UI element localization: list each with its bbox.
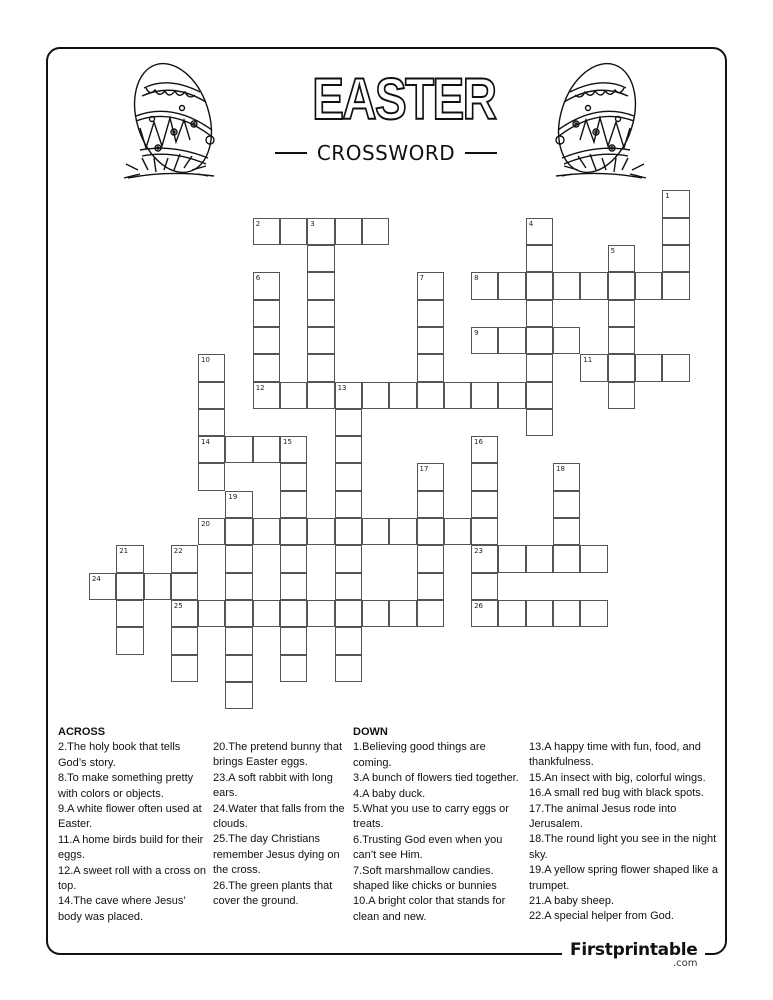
grid-cell[interactable] bbox=[280, 545, 307, 572]
grid-cell[interactable] bbox=[171, 655, 198, 682]
grid-cell[interactable] bbox=[253, 327, 280, 354]
grid-cell[interactable] bbox=[335, 545, 362, 572]
grid-cell[interactable] bbox=[280, 382, 307, 409]
clue-number: 14 bbox=[201, 438, 211, 447]
clue-number: 8 bbox=[474, 274, 479, 283]
grid-cell[interactable] bbox=[171, 573, 198, 600]
grid-cell[interactable] bbox=[307, 218, 334, 245]
clue-item: 6.Trusting God even when you can’t see Him. bbox=[353, 833, 503, 862]
clue-number: 26 bbox=[474, 601, 484, 610]
clue-number: 4 bbox=[528, 219, 534, 228]
easter-egg-icon bbox=[118, 58, 230, 190]
grid-cell[interactable] bbox=[471, 327, 498, 354]
grid-cell[interactable] bbox=[116, 627, 143, 654]
clue-item: 11.A home birds build for their eggs. bbox=[58, 833, 204, 862]
clue-item: 22.A special helper from God. bbox=[529, 910, 674, 923]
grid-cell[interactable] bbox=[389, 382, 416, 409]
divider-right bbox=[465, 152, 497, 154]
grid-cell[interactable] bbox=[280, 600, 307, 627]
grid-cell[interactable] bbox=[608, 382, 635, 409]
grid-cell[interactable] bbox=[471, 573, 498, 600]
clue-number: 10 bbox=[201, 356, 211, 365]
clue-number: 3 bbox=[310, 219, 315, 228]
grid-cell[interactable] bbox=[198, 600, 225, 627]
grid-cell[interactable] bbox=[553, 518, 580, 545]
grid-cell[interactable] bbox=[417, 545, 444, 572]
grid-cell[interactable] bbox=[608, 354, 635, 381]
grid-cell[interactable] bbox=[307, 272, 334, 299]
grid-cell[interactable] bbox=[417, 327, 444, 354]
grid-cell[interactable] bbox=[417, 491, 444, 518]
grid-cell[interactable] bbox=[608, 272, 635, 299]
grid-cell[interactable] bbox=[171, 545, 198, 572]
clue-item: 8.To make something pretty with colors or objects. bbox=[58, 772, 194, 800]
grid-cell[interactable] bbox=[553, 463, 580, 490]
clue-number: 21 bbox=[119, 547, 129, 556]
grid-cell[interactable] bbox=[526, 600, 553, 627]
grid-cell[interactable] bbox=[444, 382, 471, 409]
grid-cell[interactable] bbox=[198, 382, 225, 409]
grid-cell[interactable] bbox=[280, 627, 307, 654]
across-clues-column-1 bbox=[58, 725, 210, 925]
grid-cell[interactable] bbox=[253, 300, 280, 327]
grid-cell[interactable] bbox=[253, 382, 280, 409]
down-clues-column-1 bbox=[353, 725, 523, 925]
clue-number: 23 bbox=[474, 547, 484, 556]
grid-cell[interactable] bbox=[225, 600, 252, 627]
clue-item: 5.What you use to carry eggs or treats. bbox=[353, 803, 509, 831]
grid-cell[interactable] bbox=[417, 272, 444, 299]
clue-item: 1.Believing good things are coming. bbox=[353, 741, 486, 769]
clue-number: 6 bbox=[255, 274, 261, 283]
grid-cell[interactable] bbox=[335, 573, 362, 600]
grid-cell[interactable] bbox=[471, 545, 498, 572]
subtitle-text: CROSSWORD bbox=[316, 141, 456, 165]
grid-cell[interactable] bbox=[253, 436, 280, 463]
grid-cell[interactable] bbox=[307, 382, 334, 409]
grid-cell[interactable] bbox=[362, 218, 389, 245]
clue-item: 19.A yellow spring flower shaped like a trumpet. bbox=[529, 864, 718, 892]
brand-name: Firstprintable bbox=[570, 940, 698, 960]
grid-cell[interactable] bbox=[116, 545, 143, 572]
clue-item: 3.A bunch of flowers tied together. bbox=[353, 772, 519, 785]
grid-cell[interactable] bbox=[608, 300, 635, 327]
grid-cell[interactable] bbox=[498, 545, 525, 572]
grid-cell[interactable] bbox=[362, 382, 389, 409]
grid-cell[interactable] bbox=[307, 600, 334, 627]
grid-cell[interactable] bbox=[553, 545, 580, 572]
grid-cell[interactable] bbox=[553, 491, 580, 518]
grid-cell[interactable] bbox=[662, 245, 689, 272]
grid-cell[interactable] bbox=[526, 382, 553, 409]
grid-cell[interactable] bbox=[553, 600, 580, 627]
grid-cell[interactable] bbox=[580, 600, 607, 627]
grid-cell[interactable] bbox=[116, 600, 143, 627]
clue-number: 2 bbox=[255, 219, 261, 228]
grid-cell[interactable] bbox=[253, 272, 280, 299]
grid-cell[interactable] bbox=[307, 518, 334, 545]
grid-cell[interactable] bbox=[307, 245, 334, 272]
across-clues-column-2 bbox=[213, 740, 353, 909]
grid-cell[interactable] bbox=[526, 327, 553, 354]
clue-item: 4.A baby duck. bbox=[353, 787, 426, 800]
grid-cell[interactable] bbox=[89, 573, 116, 600]
grid-cell[interactable] bbox=[335, 518, 362, 545]
grid-cell[interactable] bbox=[198, 436, 225, 463]
clue-number: 24 bbox=[91, 574, 101, 583]
grid-cell[interactable] bbox=[225, 655, 252, 682]
grid-cell[interactable] bbox=[335, 463, 362, 490]
grid-cell[interactable] bbox=[608, 327, 635, 354]
grid-cell[interactable] bbox=[526, 545, 553, 572]
grid-cell[interactable] bbox=[225, 627, 252, 654]
grid-cell[interactable] bbox=[553, 327, 580, 354]
grid-cell[interactable] bbox=[225, 491, 252, 518]
across-heading: ACROSS bbox=[58, 726, 106, 738]
clue-item: 26.The green plants that cover the ground. bbox=[213, 879, 333, 908]
clue-number: 25 bbox=[173, 601, 183, 610]
grid-cell[interactable] bbox=[498, 272, 525, 299]
grid-cell[interactable] bbox=[198, 463, 225, 490]
grid-cell[interactable] bbox=[662, 272, 689, 299]
grid-cell[interactable] bbox=[498, 600, 525, 627]
clue-number: 15 bbox=[283, 438, 292, 447]
grid-cell[interactable] bbox=[171, 600, 198, 627]
grid-cell[interactable] bbox=[498, 382, 525, 409]
grid-cell[interactable] bbox=[662, 354, 689, 381]
grid-cell[interactable] bbox=[280, 518, 307, 545]
grid-cell[interactable] bbox=[225, 545, 252, 572]
clue-item: 9.A white flower often used at Easter. bbox=[58, 803, 202, 831]
grid-cell[interactable] bbox=[335, 491, 362, 518]
grid-cell[interactable] bbox=[280, 655, 307, 682]
clue-number: 11 bbox=[583, 356, 593, 365]
clue-item: 25.The day Christians remember Jesus dying on the cross. bbox=[213, 833, 340, 877]
down-clues-column-2 bbox=[529, 740, 724, 925]
grid-cell[interactable] bbox=[253, 354, 280, 381]
clue-item: 20.The pretend bunny that brings Easter eggs. bbox=[213, 741, 343, 769]
grid-cell[interactable] bbox=[307, 327, 334, 354]
clue-number: 5 bbox=[610, 247, 616, 255]
grid-cell[interactable] bbox=[417, 518, 444, 545]
grid-cell[interactable] bbox=[116, 573, 143, 600]
grid-cell[interactable] bbox=[417, 600, 444, 627]
grid-cell[interactable] bbox=[417, 382, 444, 409]
grid-cell[interactable] bbox=[444, 518, 471, 545]
grid-cell[interactable] bbox=[389, 518, 416, 545]
grid-cell[interactable] bbox=[526, 218, 553, 245]
grid-cell[interactable] bbox=[307, 354, 334, 381]
clue-item: 21.A baby sheep. bbox=[529, 895, 615, 908]
grid-cell[interactable] bbox=[662, 190, 689, 217]
clue-item: 18.The round light you see in the night sky. bbox=[529, 833, 717, 861]
clue-item: 13.A happy time with fun, food, and thankfulness. bbox=[529, 741, 701, 769]
grid-cell[interactable] bbox=[335, 436, 362, 463]
grid-cell[interactable] bbox=[471, 600, 498, 627]
grid-cell[interactable] bbox=[307, 300, 334, 327]
grid-cell[interactable] bbox=[280, 436, 307, 463]
grid-cell[interactable] bbox=[608, 245, 635, 272]
grid-cell[interactable] bbox=[635, 354, 662, 381]
grid-cell[interactable] bbox=[526, 300, 553, 327]
grid-cell[interactable] bbox=[225, 518, 252, 545]
clue-item: 17.The animal Jesus rode into Jerusalem. bbox=[529, 802, 677, 831]
grid-cell[interactable] bbox=[335, 382, 362, 409]
grid-cell[interactable] bbox=[198, 518, 225, 545]
grid-cell[interactable] bbox=[471, 518, 498, 545]
grid-cell[interactable] bbox=[335, 409, 362, 436]
grid-cell[interactable] bbox=[526, 272, 553, 299]
grid-cell[interactable] bbox=[471, 436, 498, 463]
clue-item: 7.Soft marshmallow candies. shaped like chicks or bunnies bbox=[353, 864, 497, 893]
grid-cell[interactable] bbox=[198, 409, 225, 436]
clue-number: 12 bbox=[255, 383, 265, 392]
grid-cell[interactable] bbox=[526, 245, 553, 272]
clue-number: 16 bbox=[474, 438, 484, 447]
brand-domain: .com bbox=[672, 958, 698, 969]
grid-cell[interactable] bbox=[225, 573, 252, 600]
clue-item: 24.Water that falls from the clouds. bbox=[213, 802, 345, 831]
clue-number: 7 bbox=[419, 274, 424, 283]
grid-cell[interactable] bbox=[580, 272, 607, 299]
grid-cell[interactable] bbox=[253, 518, 280, 545]
grid-cell[interactable] bbox=[362, 518, 389, 545]
clue-number: 13 bbox=[337, 383, 347, 392]
grid-cell[interactable] bbox=[526, 409, 553, 436]
grid-cell[interactable] bbox=[171, 627, 198, 654]
grid-cell[interactable] bbox=[471, 272, 498, 299]
grid-cell[interactable] bbox=[253, 218, 280, 245]
grid-cell[interactable] bbox=[471, 382, 498, 409]
divider-left bbox=[275, 152, 307, 154]
grid-cell[interactable] bbox=[662, 218, 689, 245]
clue-item: 23.A soft rabbit with long ears. bbox=[213, 771, 333, 800]
clue-item: 2.The holy book that tells God’s story. bbox=[58, 741, 181, 769]
grid-cell[interactable] bbox=[580, 354, 607, 381]
grid-cell[interactable] bbox=[362, 600, 389, 627]
grid-cell[interactable] bbox=[144, 573, 171, 600]
grid-cell[interactable] bbox=[498, 327, 525, 354]
grid-cell[interactable] bbox=[471, 491, 498, 518]
grid-cell[interactable] bbox=[225, 436, 252, 463]
grid-cell[interactable] bbox=[198, 354, 225, 381]
clue-number: 22 bbox=[173, 547, 183, 556]
grid-cell[interactable] bbox=[417, 354, 444, 381]
grid-cell[interactable] bbox=[580, 545, 607, 572]
clue-number: 19 bbox=[228, 492, 238, 501]
easter-egg-icon bbox=[540, 58, 652, 190]
grid-cell[interactable] bbox=[280, 218, 307, 245]
clue-number: 17 bbox=[419, 465, 429, 474]
clue-item: 14.The cave where Jesus’ body was placed. bbox=[58, 895, 186, 923]
grid-cell[interactable] bbox=[280, 491, 307, 518]
brand-logo[interactable] bbox=[562, 940, 705, 969]
grid-cell[interactable] bbox=[526, 354, 553, 381]
page-subtitle bbox=[262, 141, 510, 165]
grid-cell[interactable] bbox=[335, 655, 362, 682]
clue-item: 12.A sweet roll with a cross on top. bbox=[58, 864, 206, 893]
grid-cell[interactable] bbox=[417, 573, 444, 600]
clue-item: 10.A bright color that stands for clean and new. bbox=[353, 895, 506, 923]
grid-cell[interactable] bbox=[335, 627, 362, 654]
grid-cell[interactable] bbox=[335, 218, 362, 245]
grid-cell[interactable] bbox=[335, 600, 362, 627]
page-title: EASTER bbox=[312, 67, 496, 132]
grid-cell[interactable] bbox=[280, 573, 307, 600]
grid-cell[interactable] bbox=[280, 463, 307, 490]
down-heading: DOWN bbox=[353, 726, 388, 738]
clue-number: 20 bbox=[201, 520, 211, 528]
grid-cell[interactable] bbox=[253, 600, 280, 627]
clue-item: 16.A small red bug with black spots. bbox=[529, 787, 704, 800]
clue-item: 15.An insect with big, colorful wings. bbox=[529, 771, 706, 784]
grid-cell[interactable] bbox=[471, 463, 498, 490]
grid-cell[interactable] bbox=[389, 600, 416, 627]
grid-cell[interactable] bbox=[417, 300, 444, 327]
clue-number: 18 bbox=[556, 465, 565, 474]
grid-cell[interactable] bbox=[553, 272, 580, 299]
grid-cell[interactable] bbox=[225, 682, 252, 709]
grid-cell[interactable] bbox=[635, 272, 662, 299]
clue-number: 9 bbox=[474, 328, 479, 337]
clue-number: 1 bbox=[665, 192, 670, 201]
grid-cell[interactable] bbox=[417, 463, 444, 490]
